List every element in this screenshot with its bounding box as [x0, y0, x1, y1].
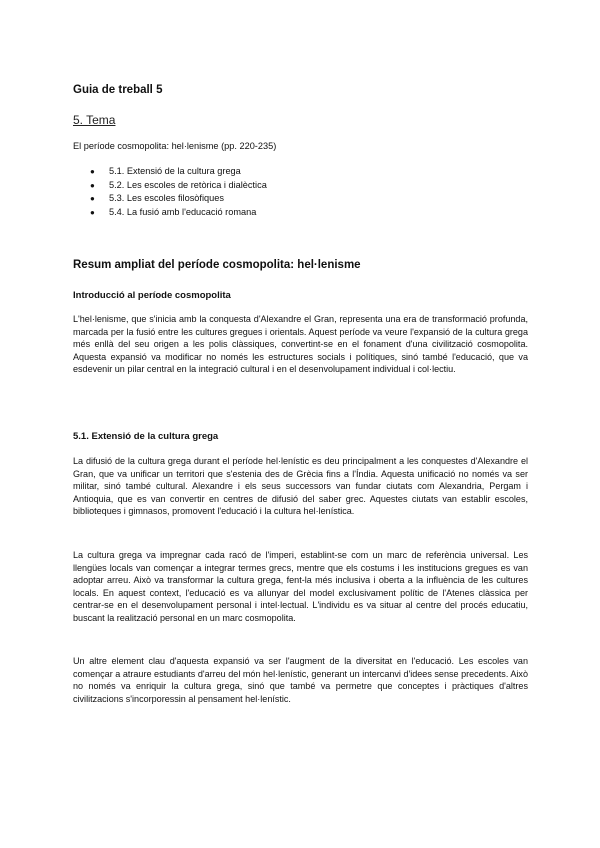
bullet-icon: ● [90, 180, 95, 190]
body-paragraph: Un altre element clau d'aquesta expansió va ser l'augment de la diversitat en l'educació. Les escoles van començar a atraure estudiants d'arreu del món hel·lenístic, generant un intercanvi d'idees sense precedents. Això no només va enriquir la cultura grega, sinó que també va permetre que conceptes i pràctiques d'altres civilitzacions s'incorporessin al pensament hel·lenístic. [73, 656, 528, 704]
bullet-icon: ● [90, 207, 95, 217]
toc-item-label: 5.2. Les escoles de retòrica i dialèctica [109, 179, 267, 190]
list-item [90, 179, 267, 193]
toc-list [90, 165, 267, 219]
body-paragraph: La cultura grega va impregnar cada racó de l'imperi, establint-se com un marc de referència universal. Les llengües locals van començar a integrar termes grecs, mentre que els costums i les institucions gregues es van adoptar arreu. Això va transformar la cultura grega, fent-la més inclusiva i oberta a la influència de les cultures locals. En aquest context, l'educació es va allunyar del model exclusivament polític de l'Atenes clàssica per centrar-se en el desenvolupament personal i intel·lectual. L'individu es va situar al centre del procés educatiu, buscant la realització personal en un marc cosmopolita. [73, 550, 528, 623]
intro-paragraph: L'hel·lenisme, que s'inicia amb la conquesta d'Alexandre el Gran, representa una era de transformació profunda, marcada per la fusió entre les cultures gregues i orientals. Aquest període va veure l'expansió de la cultura grega més enllà del seu origen a les polis clàssiques, convertint-se en el fonament d'una civilització cosmopolita. Aquesta expansió va modificar no només les estructures socials i polítiques, sinó també l'educació, que va esdevenir un pilar central en la integració cultural i en el desenvolupament individual i col·lectiu. [73, 314, 528, 374]
topic-subtitle: El període cosmopolita: hel·lenisme (pp. 220-235) [73, 141, 277, 151]
summary-title: Resum ampliat del període cosmopolita: hel·lenisme [73, 259, 361, 271]
intro-heading: Introducció al període cosmopolita [73, 290, 231, 301]
list-item [90, 206, 267, 220]
list-item [90, 165, 267, 179]
bullet-icon: ● [90, 194, 95, 203]
document-heading: Guia de treball 5 [73, 84, 163, 96]
toc-item-label: 5.1. Extensió de la cultura grega [109, 166, 241, 176]
list-item [90, 192, 267, 206]
body-paragraph: La difusió de la cultura grega durant el període hel·lenístic es deu principalment a les conquestes d'Alexandre el Gran, que va unificar un territori que s'estenia des de Grècia fins a l'Índia. Aquesta unificació no només va ser militar, sinó també cultural. Alexandre i els seus successors van fundar ciutats com Alexandria, Pergam i Antioquia, que es van convertir en centres de difusió del saber grec. Aquestes ciutats van establir escoles, biblioteques i gimnasos, promovent l'educació i la cultura hel·lenística. [73, 456, 528, 516]
topic-link[interactable]: 5. Tema [73, 113, 116, 127]
toc-item-label: 5.4. La fusió amb l'educació romana [109, 206, 257, 217]
bullet-icon: ● [90, 167, 95, 176]
section-heading: 5.1. Extensió de la cultura grega [73, 431, 219, 442]
toc-item-label: 5.3. Les escoles filosòfiques [109, 193, 224, 203]
